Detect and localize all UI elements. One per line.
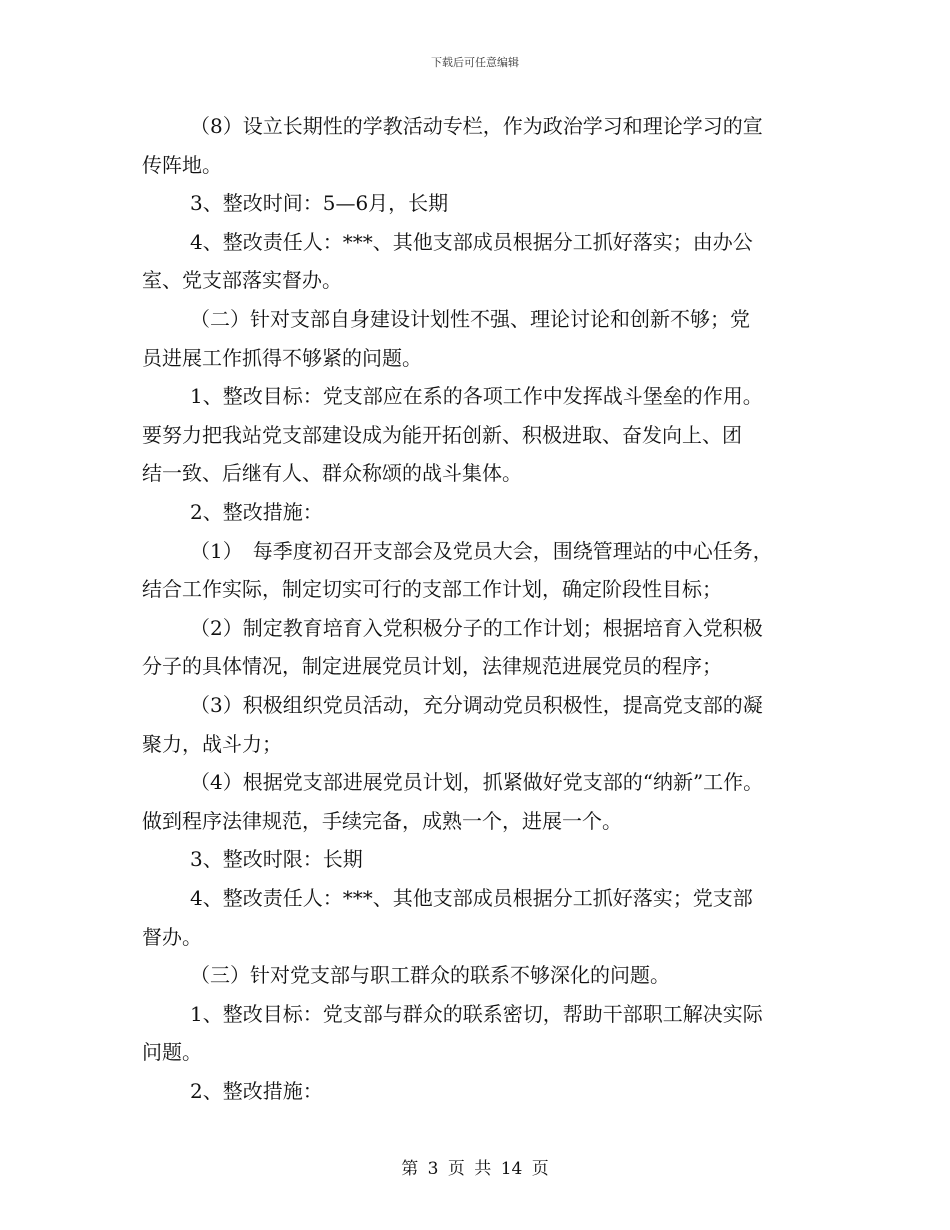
text-line: （4）根据党支部进展党员计划，抓紧做好党支部的“纳新”工作。 — [190, 770, 764, 794]
text-line: 2、整改措施： — [190, 1079, 323, 1103]
text-line: 员进展工作抓得不够紧的问题。 — [142, 346, 422, 370]
text-line: 室、党支部落实督办。 — [142, 268, 342, 292]
text-line: 4、整改责任人：***、其他支部成员根据分工抓好落实；由办公 — [190, 230, 753, 254]
text-line: 1、整改目标：党支部应在系的各项工作中发挥战斗堡垒的作用。 — [190, 384, 763, 408]
text-line: （二）针对支部自身建设计划性不强、理论讨论和创新不够；党 — [190, 307, 750, 331]
text-line: （三）针对党支部与职工群众的联系不够深化的问题。 — [190, 963, 670, 987]
text-line: （1） 每季度初召开支部会及党员大会，围绕管理站的中心任务， — [190, 539, 773, 563]
text-line: 问题。 — [142, 1040, 202, 1064]
text-line: 传阵地。 — [142, 153, 222, 177]
text-line: 要努力把我站党支部建设成为能开拓创新、积极进取、奋发向上、团 — [142, 423, 742, 447]
text-line: 2、整改措施： — [190, 500, 323, 524]
text-line: （2）制定教育培育入党积极分子的工作计划；根据培育入党积极 — [190, 616, 763, 640]
text-line: 做到程序法律规范，手续完备，成熟一个，进展一个。 — [142, 809, 622, 833]
page-header-note: 下载后可任意编辑 — [431, 56, 519, 69]
text-line: 3、整改时限：长期 — [190, 847, 363, 871]
text-line: （8）设立长期性的学教活动专栏，作为政治学习和理论学习的宣 — [190, 114, 763, 138]
text-line: 聚力，战斗力； — [142, 732, 282, 756]
text-line: 结一致、后继有人、群众称颂的战斗集体。 — [142, 461, 522, 485]
text-line: 结合工作实际，制定切实可行的支部工作计划，确定阶段性目标； — [142, 577, 722, 601]
text-line: （3）积极组织党员活动，充分调动党员积极性，提高党支部的凝 — [190, 693, 763, 717]
text-line: 分子的具体情况，制定进展党员计划，法律规范进展党员的程序； — [142, 654, 722, 678]
text-line: 1、整改目标：党支部与群众的联系密切，帮助干部职工解决实际 — [190, 1002, 763, 1026]
text-line: 4、整改责任人：***、其他支部成员根据分工抓好落实；党支部 — [190, 886, 753, 910]
text-line: 3、整改时间：5—6月，长期 — [190, 191, 449, 215]
page-number: 第 3 页 共 14 页 — [401, 1159, 549, 1179]
text-line: 督办。 — [142, 925, 202, 949]
